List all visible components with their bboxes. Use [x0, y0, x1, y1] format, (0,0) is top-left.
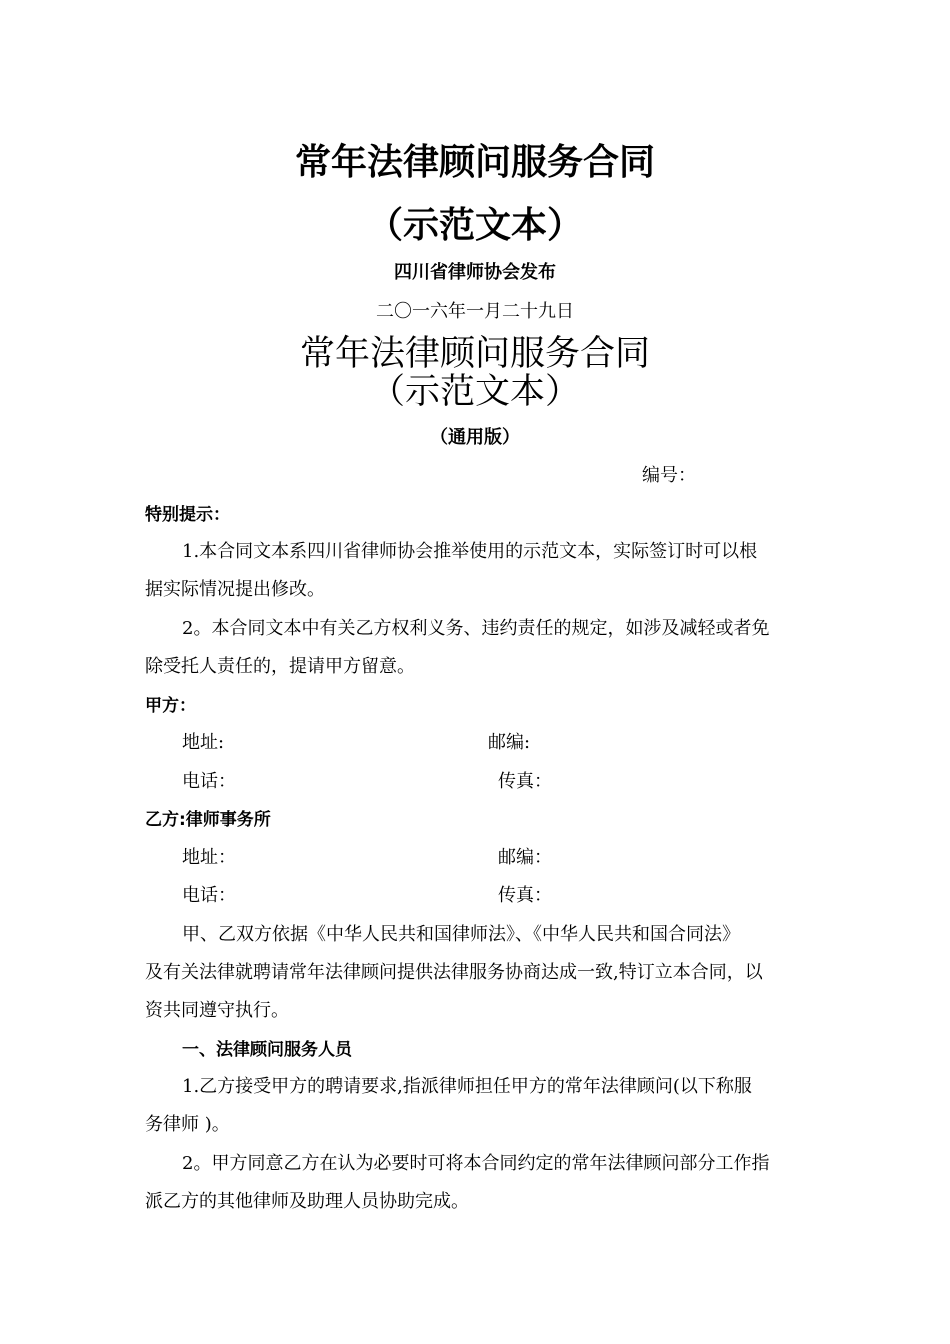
party-a-fax-label: 传真：: [498, 771, 552, 792]
contract-edition: （通用版）: [430, 427, 520, 448]
section-1-item-2-line-2: 派乙方的其他律师及助理人员协助完成。: [145, 1191, 469, 1212]
party-b-phone-label: 电话：: [182, 885, 236, 906]
section-1-heading: 一、法律顾问服务人员: [182, 1040, 352, 1060]
party-a-heading: 甲方：: [145, 696, 196, 716]
party-a-postcode-label: 邮编:: [488, 732, 531, 753]
notice-item-1-line-1: 1.本合同文本系四川省律师协会推举使用的示范文本，实际签订时可以根: [182, 541, 758, 562]
notice-item-2-line-1: 2。本合同文本中有关乙方权利义务、违约责任的规定，如涉及减轻或者免: [182, 618, 770, 639]
party-b-heading: 乙方:律师事务所: [145, 810, 271, 830]
cover-title: 常年法律顾问服务合同: [294, 142, 655, 183]
notice-heading: 特别提示：: [145, 505, 230, 525]
party-b-address-label: 地址：: [182, 847, 236, 868]
party-b-postcode-label: 邮编：: [498, 847, 552, 868]
contract-title: 常年法律顾问服务合同: [299, 334, 650, 374]
preamble-line-2: 及有关法律就聘请常年法律顾问提供法律服务协商达成一致,特订立本合同，以: [145, 962, 763, 983]
section-1-item-2-line-1: 2。甲方同意乙方在认为必要时可将本合同约定的常年法律顾问部分工作指: [182, 1153, 770, 1174]
section-1-item-1-line-2: 务律师 )。: [145, 1114, 230, 1135]
cover-publisher: 四川省律师协会发布: [394, 262, 556, 283]
cover-subtitle: （示范文本）: [366, 205, 583, 246]
preamble-line-1: 甲、乙双方依据《中华人民共和国律师法》、《中华人民共和国合同法》: [182, 924, 740, 945]
party-a-phone-label: 电话：: [182, 771, 236, 792]
preamble-line-3: 资共同遵守执行。: [145, 1000, 289, 1021]
notice-item-2-line-2: 除受托人责任的，提请甲方留意。: [145, 656, 415, 677]
notice-item-1-line-2: 据实际情况提出修改。: [145, 579, 325, 600]
cover-date: 二〇一六年一月二十九日: [376, 301, 574, 322]
contract-number-label: 编号：: [642, 465, 696, 486]
party-a-address-label: 地址:: [182, 732, 225, 753]
section-1-item-1-line-1: 1.乙方接受甲方的聘请要求,指派律师担任甲方的常年法律顾问(以下称服: [182, 1076, 752, 1097]
party-b-fax-label: 传真：: [498, 885, 552, 906]
contract-subtitle: （示范文本）: [369, 372, 580, 412]
